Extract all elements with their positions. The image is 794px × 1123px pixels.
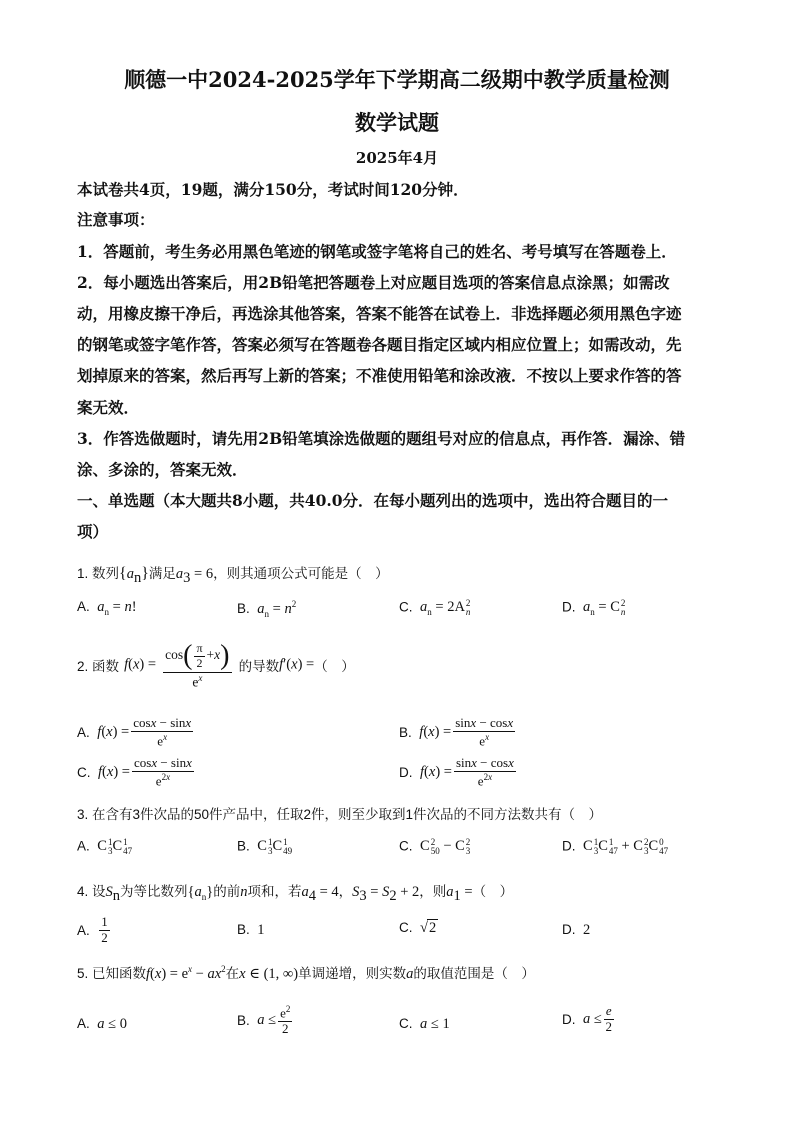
- note-line: 1．答题前，考生务必用黑色笔迹的钢笔或签字笔将自己的姓名、考号填写在答题卷上．: [77, 242, 677, 261]
- note-line: 划掉原来的答案，然后再写上新的答案；不准使用铅笔和涂改液．不按以上要求作答的答: [77, 366, 682, 385]
- section-heading: 一、单选题（本大题共8小题，共40.0分．在每小题列出的选项中，选出符合题目的一: [77, 491, 669, 510]
- q4-option-d: D. 2: [562, 922, 591, 938]
- note-line: 动，用橡皮擦干净后，再选涂其他答案，答案不能答在试卷上．非选择题必须用黑色字迹: [77, 304, 682, 323]
- q5-option-d: D. a ≤ $\frac{e}{2}$: [562, 1003, 612, 1034]
- q5-option-a: A. a ≤ 0: [77, 1016, 127, 1032]
- q4-option-a: A. $\frac{1}{2}$: [77, 914, 108, 945]
- note-line: 案无效．: [77, 398, 140, 417]
- q1-option-c: C. $a_n = 2A$ 2 n: [399, 598, 471, 618]
- question-3: 3. 在含有3件次品的50件产品中，任取2件，则至少取到1件次品的不同方法数共有（ ）: [77, 807, 603, 822]
- q4-option-c: C. √2: [399, 920, 437, 936]
- q3-option-b: B. C 1 3 C 1 49: [237, 837, 293, 856]
- exam-subject: 数学试题: [355, 110, 439, 135]
- q4-option-b: B. 1: [237, 922, 265, 938]
- q2-option-d: D. f(x) = $\frac{\sin x - \cos x}{e^{2x}}$: [399, 755, 514, 789]
- notes-heading: 注意事项：: [77, 210, 155, 229]
- note-line: 2．每小题选出答案后，用2B铅笔把答题卷上对应题目选项的答案信息点涂黑；如需改: [77, 273, 670, 292]
- question-1: 1. 数列$\{a_n\}$满足$a_3 = 6$，则其通项公式可能是（ ）: [77, 565, 389, 587]
- note-line: 3．作答选做题时，请先用2B铅笔填涂选做题的题组号对应的信息点，再作答．漏涂、错: [77, 429, 686, 448]
- q3-option-d: D. C 1 3 C 1 47 + C 2 3 C 0 47: [562, 837, 669, 856]
- q5-option-b: B. a ≤ $\frac{e^2}{2}$: [237, 1004, 291, 1037]
- q2-option-b: B. f(x) = $\frac{\sin x - \cos x}{e^x}$: [399, 715, 514, 749]
- exam-intro: 本试卷共4页，19题，满分150分，考试时间120分钟．: [77, 180, 469, 199]
- note-line: 的钢笔或签字笔作答，答案必须写在答题卷各题目指定区域内相应位置上；如需改动，先: [77, 335, 682, 354]
- note-line: 涂、多涂的，答案无效．: [77, 460, 248, 479]
- q1-option-d: D. $a_n = C$ 2 n: [562, 598, 626, 618]
- question-5: 5. 已知函数$f(x) = e^x - ax^2$在x ∈ (1, ∞)单调递增，则实数a的取值范围是（ ）: [77, 964, 535, 982]
- q2-option-a: A. f(x) = $\frac{\cos x - \sin x}{e^x}$: [77, 715, 192, 749]
- section-heading-cont: 项）: [77, 522, 109, 541]
- q1-option-b: B. $a_n = n^2$: [237, 599, 297, 619]
- q2-option-c: C. f(x) = $\frac{\cos x - \sin x}{e^{2x}}$: [77, 755, 192, 789]
- exam-title: 顺德一中2024-2025学年下学期高二级期中教学质量检测: [124, 67, 670, 92]
- q3-option-a: A. C 1 3 C 1 47: [77, 837, 133, 856]
- exam-date: 2025年4月: [355, 149, 439, 167]
- q5-option-c: C. a ≤ 1: [399, 1016, 450, 1032]
- q1-option-a: A. $a_n = n$!: [77, 599, 137, 617]
- question-4: 4. 设$S_n$为等比数列$\{a_n\}$的前n项和，若$a_4 = 4$，$S_3 = S_2 + 2$，则$a_1$ =（ ）: [77, 884, 514, 905]
- question-2: 2. 函数 f(x) = cos( $\frac{\pi}{2}$ +x) $e^x$ 的导数f′(x) =（ ）: [77, 640, 355, 690]
- q3-option-c: C. C 2 50 − C 2 3: [399, 837, 471, 856]
